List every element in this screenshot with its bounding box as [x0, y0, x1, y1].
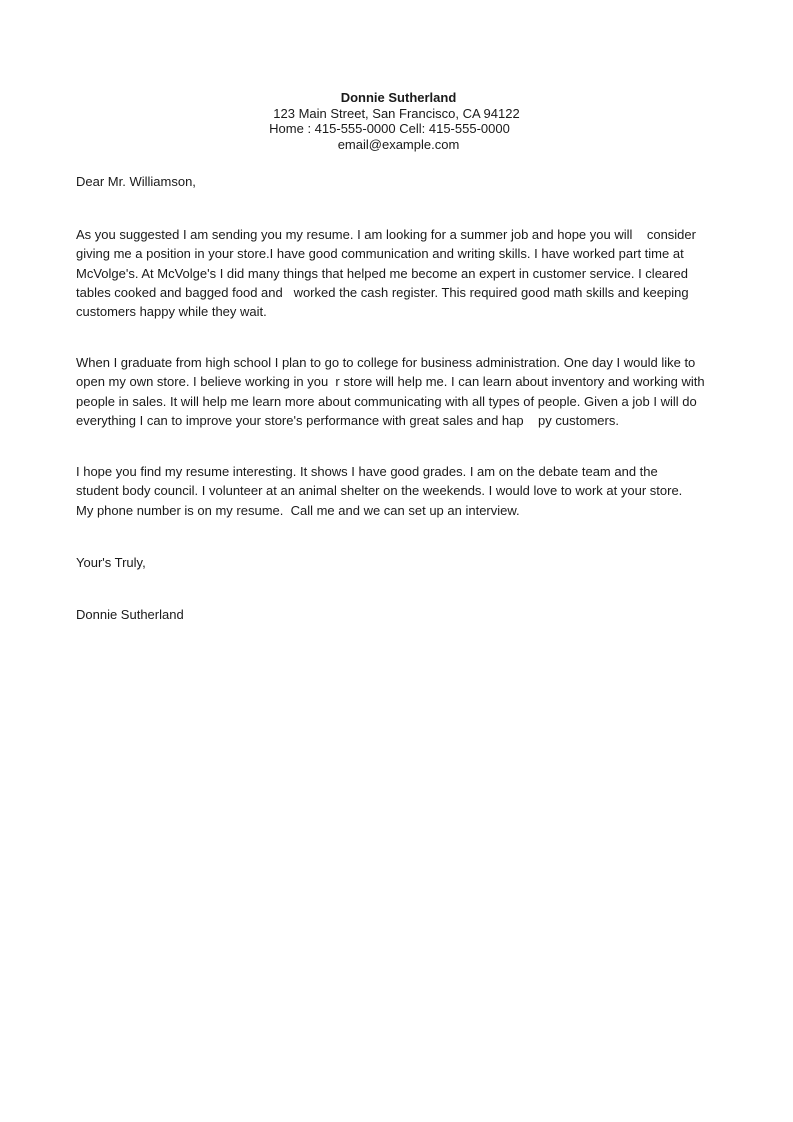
paragraph-line: As you suggested I am sending you my resume. I am looking for a summer job and hope you will consider — [76, 227, 696, 242]
paragraph-line: McVolge's. At McVolge's I did many things that helped me become an expert in customer service. I cleared — [76, 265, 688, 281]
paragraph-line: I hope you find my resume interesting. It shows I have good grades. I am on the debate team and the — [76, 464, 658, 479]
sender-phone: Home : 415-555-0000 Cell: 415-555-0000 — [269, 121, 510, 136]
paragraph-line: tables cooked and bagged food and worked the cash register. This required good math skills and keeping — [76, 284, 689, 300]
sender-email: email@example.com — [337, 136, 460, 152]
paragraph-line: giving me a position in your store.I have good communication and writing skills. I have worked part time at — [76, 246, 684, 262]
letterhead — [0, 90, 793, 152]
paragraph-line: people in sales. It will help me learn more about communicating with all types of people. Given a job I will do — [76, 393, 697, 409]
sender-address: 123 Main Street, San Francisco, CA 94122 — [273, 105, 520, 121]
salutation: Dear Mr. Williamson, — [76, 174, 196, 189]
paragraph-line: When I graduate from high school I plan to go to college for business administration. One day I would like to — [76, 355, 696, 370]
closing: Your's Truly, — [76, 555, 146, 570]
paragraph-line: open my own store. I believe working in you r store will help me. I can learn about inventory and working with — [76, 374, 705, 390]
paragraph-line: student body council. I volunteer at an animal shelter on the weekends. I would love to work at your store. — [76, 483, 683, 499]
paragraph-3 — [76, 462, 716, 520]
signature-name: Donnie Sutherland — [76, 607, 184, 622]
sender-name: Donnie Sutherland — [340, 90, 457, 105]
paragraph-line: everything I can to improve your store's performance with great sales and hap py customers. — [76, 412, 619, 428]
paragraph-line: customers happy while they wait. — [76, 304, 267, 320]
paragraph-1 — [76, 225, 716, 321]
paragraph-line: My phone number is on my resume. Call me and we can set up an interview. — [76, 502, 520, 518]
paragraph-2 — [76, 353, 716, 430]
